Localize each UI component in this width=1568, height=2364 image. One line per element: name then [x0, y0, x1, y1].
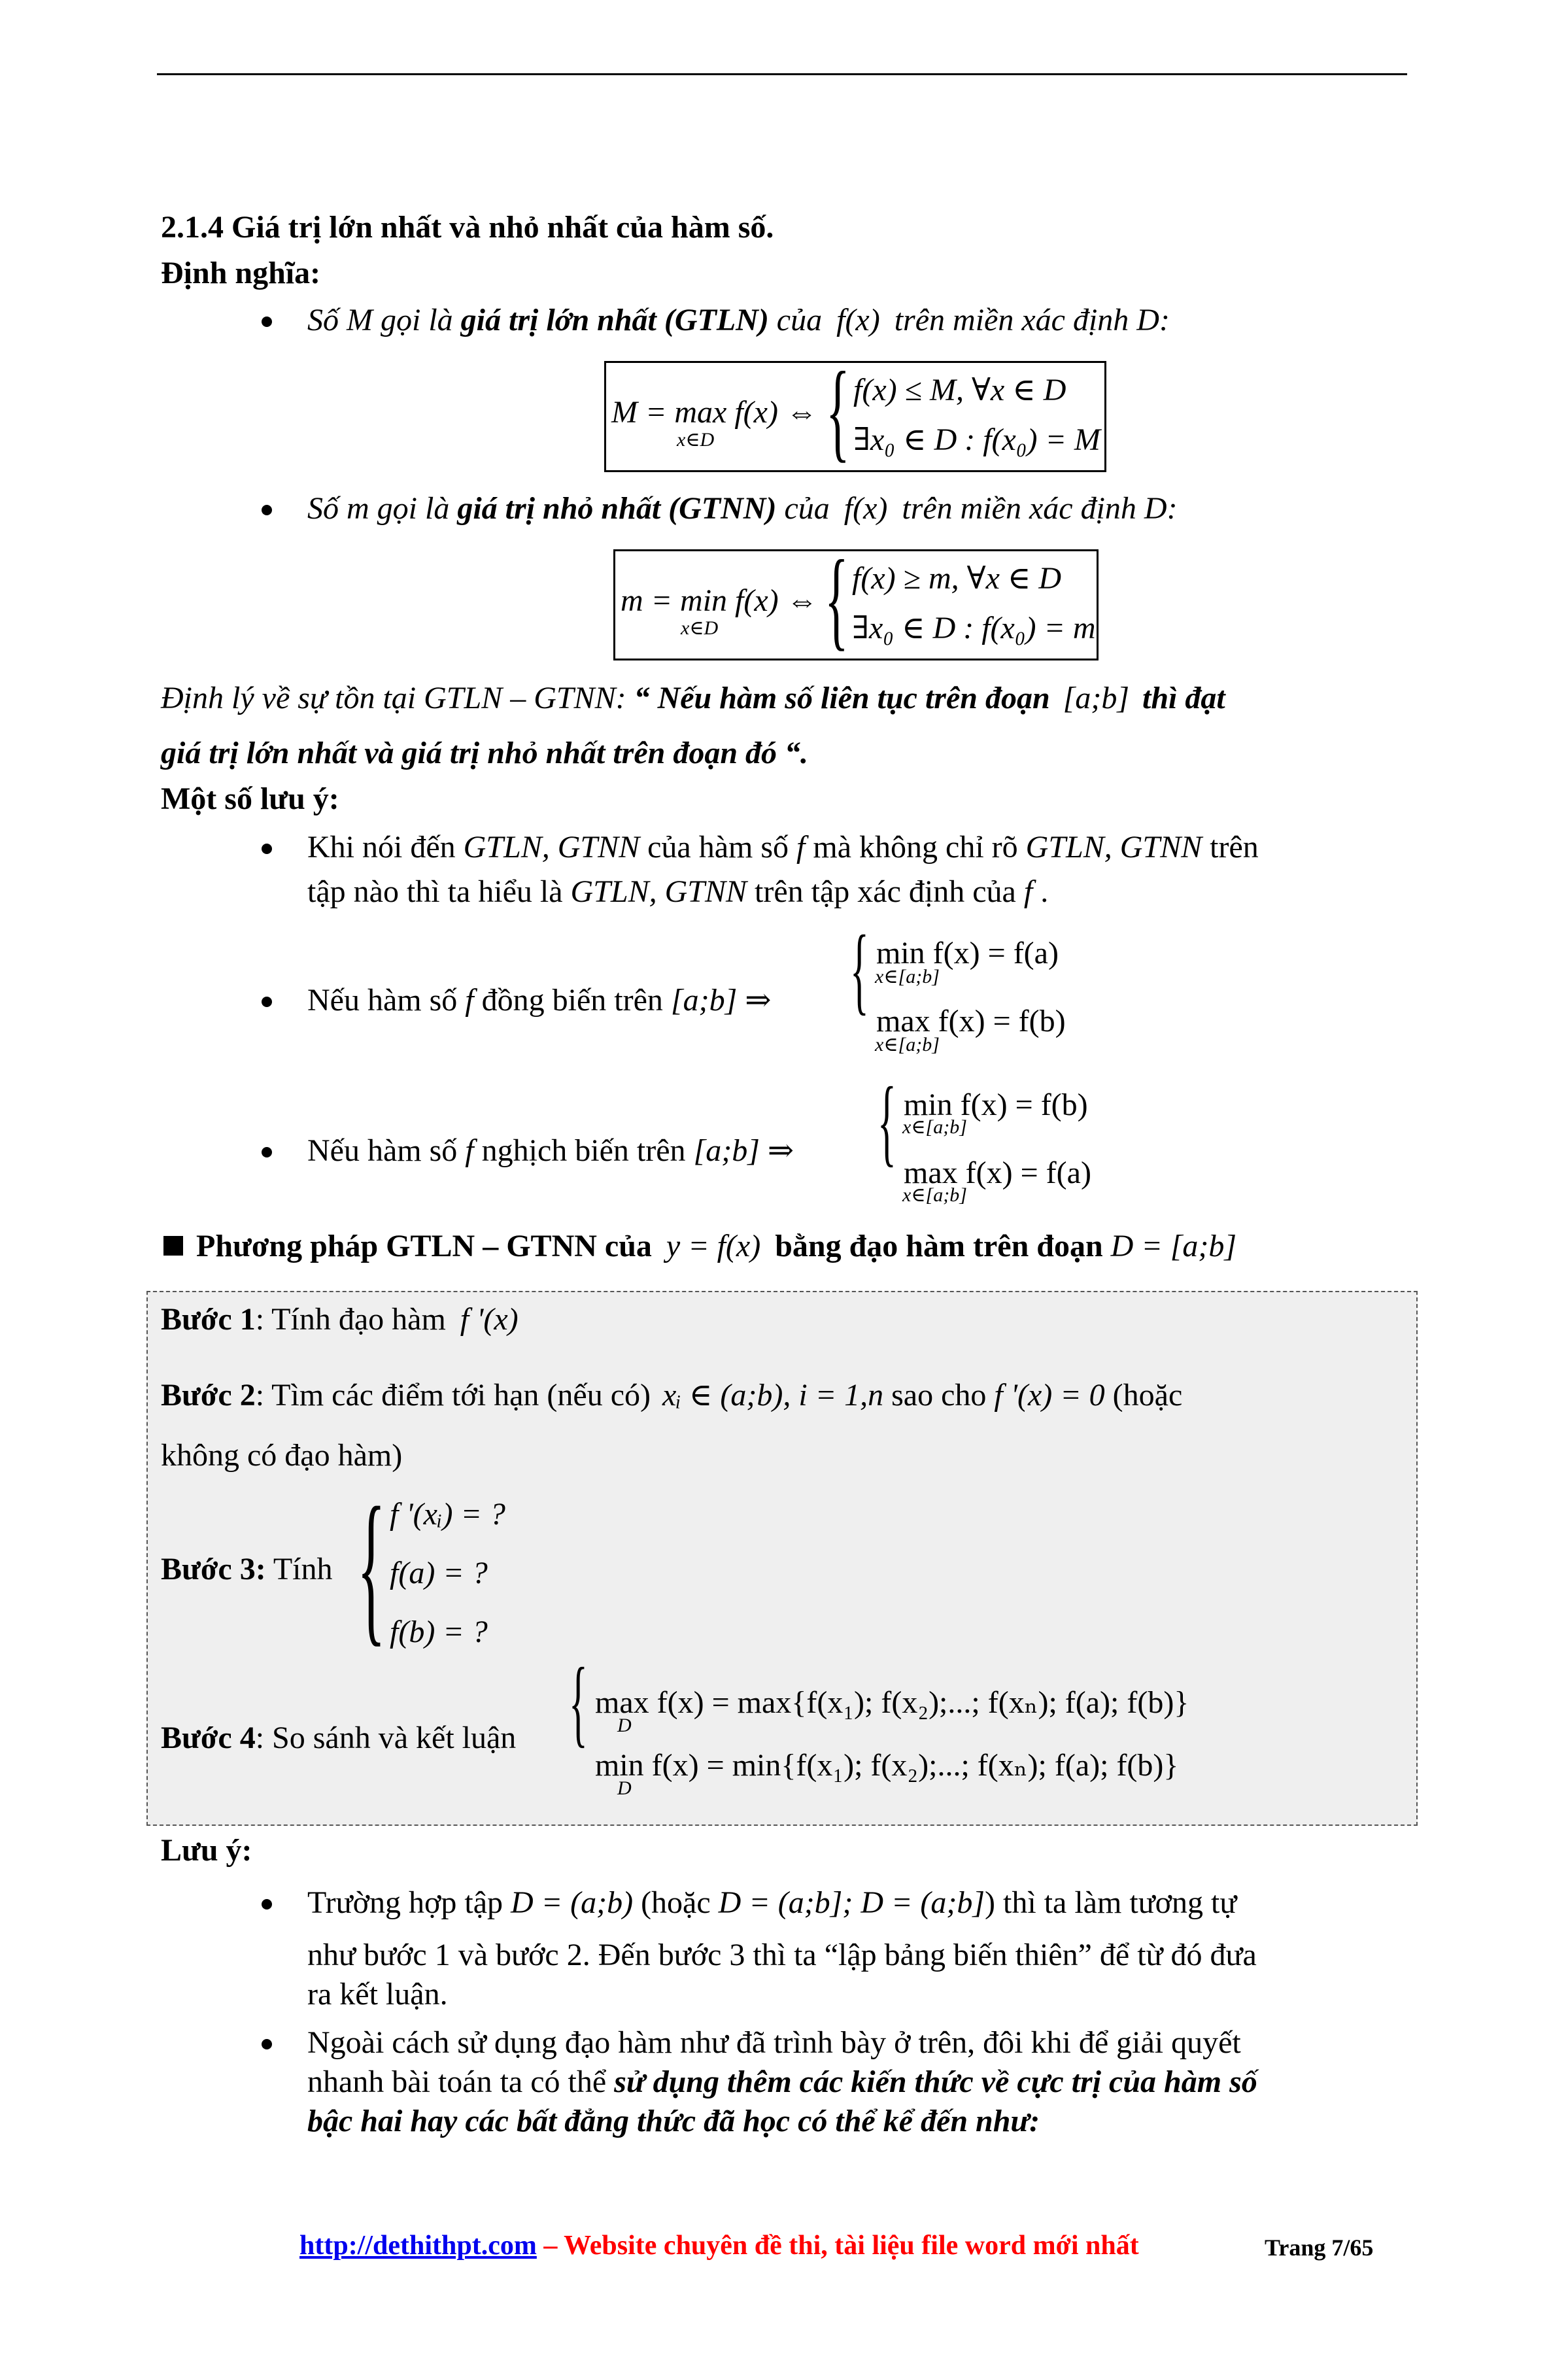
- note3-interval: [a;b] ⇒: [693, 1133, 794, 1168]
- section-title: 2.1.4 Giá trị lớn nhất và nhỏ nhất của hàm số.: [161, 210, 774, 245]
- step4-sub: D: [617, 1777, 632, 1799]
- max-def-suffix: trên miền xác định D:: [886, 303, 1170, 337]
- max-definition: [307, 301, 1170, 340]
- max-formula-lhs: M = max f(x) ⇔: [611, 395, 817, 430]
- max-formula-sub: x∈D: [677, 429, 715, 451]
- max-formula-brace: {: [826, 349, 850, 472]
- method-title-text: Phương pháp GTLN – GTNN của: [196, 1229, 660, 1263]
- note1-math: GTLN, GTNN: [1025, 830, 1202, 865]
- step4-text: : So sánh và kết luận: [255, 1721, 517, 1755]
- step1: [161, 1300, 519, 1339]
- note2-text: đồng biến trên: [473, 983, 671, 1018]
- theorem-line1: [161, 679, 1225, 718]
- note1-text: mà không chỉ rõ: [805, 830, 1026, 865]
- step4-min: min f(x) = min{f(x₁); f(x₂);...; f(xₙ); f(a); f(b)}: [595, 1748, 1179, 1783]
- theorem-line2: giá trị lớn nhất và giá trị nhỏ nhất trên đoạn đó “.: [161, 736, 809, 770]
- min-def-mid: của: [776, 491, 838, 526]
- min-def-bold: giá trị nhỏ nhất (GTNN): [457, 491, 777, 526]
- note1-math: GTLN, GTNN: [570, 874, 747, 909]
- min-formula-line2: ∃x₀ ∈ D : f(x₀) = m: [852, 611, 1096, 645]
- footer-text: – Website chuyên đề thi, tài liệu file word mới nhất: [536, 2231, 1139, 2261]
- note2-brace: {: [850, 916, 869, 1024]
- method-title: [196, 1227, 1236, 1266]
- step2-label: Bước 2: [161, 1378, 256, 1413]
- step3-text: Tính: [265, 1552, 333, 1586]
- step3-brace: {: [357, 1473, 386, 1661]
- remark1-text: ) thì ta làm tương tự: [985, 1885, 1237, 1920]
- note1-text: tập nào thì ta hiểu là: [307, 874, 571, 909]
- remark1-text: Trường hợp tập: [307, 1885, 511, 1920]
- max-def-fx: f(x): [836, 303, 880, 337]
- bullet: [262, 317, 272, 327]
- remark2-line2: [307, 2063, 1257, 2102]
- max-formula-line1: f(x) ≤ M, ∀x ∈ D: [853, 373, 1066, 407]
- step4: [161, 1719, 516, 1758]
- note1-text: Khi nói đến: [307, 830, 464, 865]
- max-def-bold: giá trị lớn nhất (GTLN): [460, 303, 769, 337]
- theorem-interval: [a;b]: [1063, 681, 1129, 715]
- min-formula-lhs: m = min f(x) ⇔: [621, 583, 818, 618]
- square-bullet-icon: [163, 1236, 183, 1256]
- note1-text: .: [1032, 874, 1049, 909]
- step2-text: (hoặc: [1104, 1378, 1183, 1413]
- step2-text: : Tìm các điểm tới hạn (nếu có): [255, 1378, 658, 1413]
- remarks-label: Lưu ý:: [161, 1833, 252, 1868]
- page-number: Trang 7/65: [1265, 2235, 1374, 2261]
- max-def-mid: của: [768, 303, 830, 337]
- bullet: [262, 1899, 272, 1910]
- header-rule: [157, 73, 1407, 75]
- theorem-prefix: Định lý về sự tồn tại GTLN – GTNN:: [161, 681, 634, 715]
- step4-label: Bước 4: [161, 1721, 256, 1755]
- step3-label: Bước 3:: [161, 1552, 266, 1586]
- step2-line2: không có đạo hàm): [161, 1438, 403, 1473]
- note3-min: min f(x) = f(b): [904, 1088, 1088, 1122]
- note1-line1: [307, 828, 1259, 867]
- note3-text: Nếu hàm số: [307, 1133, 466, 1168]
- remark2-bold: sử dụng thêm các kiến thức về cực trị của hàm số: [614, 2064, 1257, 2099]
- bullet: [262, 505, 272, 515]
- max-formula-line2: ∃x₀ ∈ D : f(x₀) = M: [853, 422, 1100, 457]
- step3: [161, 1550, 332, 1589]
- remark2-line1: Ngoài cách sử dụng đạo hàm như đã trình bày ở trên, đôi khi để giải quyết: [307, 2025, 1241, 2060]
- step2-eq: f '(x) = 0: [994, 1378, 1105, 1413]
- note2-min: min f(x) = f(a): [876, 936, 1059, 970]
- min-def-prefix: Số m gọi là: [307, 491, 458, 526]
- bullet: [262, 1147, 272, 1157]
- step2: [161, 1376, 1182, 1415]
- min-formula-brace: {: [825, 538, 849, 660]
- note1-math: f: [796, 830, 806, 865]
- note1-text: của hàm số: [639, 830, 797, 865]
- note3-sub: x∈[a;b]: [902, 1116, 967, 1138]
- step1-math: f '(x): [460, 1302, 519, 1337]
- note3-max: max f(x) = f(a): [904, 1156, 1091, 1190]
- remark2-text: nhanh bài toán ta có thể: [307, 2064, 615, 2099]
- note3-line: [307, 1131, 794, 1171]
- remark1-math: D = (a;b]; D = (a;b]: [718, 1885, 985, 1920]
- method-title-fx: y = f(x): [666, 1229, 761, 1263]
- min-def-fx: f(x): [844, 491, 888, 526]
- step3-line1: f '(xᵢ) = ?: [390, 1497, 505, 1532]
- note2-sub: x∈[a;b]: [875, 1034, 940, 1055]
- note2-interval: [a;b] ⇒: [670, 983, 772, 1018]
- min-formula-sub: x∈D: [681, 617, 719, 639]
- min-formula-box: [613, 538, 1099, 660]
- remark1-math: D = (a;b): [511, 1885, 634, 1920]
- step1-text: : Tính đạo hàm: [255, 1302, 454, 1337]
- note3-sub: x∈[a;b]: [902, 1184, 967, 1206]
- method-title-domain: D = [a;b]: [1110, 1229, 1237, 1263]
- note1-line2: [307, 872, 1048, 912]
- step2-math: xᵢ ∈ (a;b), i = 1,n: [662, 1378, 884, 1413]
- note2-line: [307, 981, 771, 1020]
- note3-brace: {: [878, 1067, 896, 1176]
- note3-math: f: [465, 1133, 474, 1168]
- remark2-line3: bậc hai hay các bất đẳng thức đã học có thể kể đến như:: [307, 2104, 1040, 2138]
- note2-text: Nếu hàm số: [307, 983, 466, 1018]
- note2-sub: x∈[a;b]: [875, 966, 940, 987]
- note1-math: f: [1023, 874, 1033, 909]
- method-title-text: bằng đạo hàm trên đoạn: [767, 1229, 1111, 1263]
- note1-text: trên tập xác định của: [747, 874, 1024, 909]
- remark1-text: (hoặc: [633, 1885, 719, 1920]
- min-definition: [307, 489, 1178, 528]
- theorem-bold2: thì đạt: [1134, 681, 1225, 715]
- min-def-suffix: trên miền xác định D:: [894, 491, 1178, 526]
- step4-sub: D: [617, 1715, 632, 1736]
- notes-label: Một số lưu ý:: [161, 781, 339, 816]
- footer: [299, 2229, 1139, 2263]
- step4-brace: {: [569, 1648, 588, 1756]
- step4-max: max f(x) = max{f(x₁); f(x₂);...; f(xₙ); f(a); f(b)}: [595, 1685, 1189, 1720]
- max-formula-box: [604, 349, 1106, 472]
- bullet: [262, 997, 272, 1007]
- definition-label: Định nghĩa:: [161, 256, 321, 290]
- bullet: [262, 2039, 272, 2049]
- step3-line3: f(b) = ?: [390, 1615, 488, 1649]
- note2-math: f: [465, 983, 474, 1018]
- note3-text: nghịch biến trên: [473, 1133, 694, 1168]
- min-formula-line1: f(x) ≥ m, ∀x ∈ D: [852, 561, 1062, 596]
- step2-text: sao cho: [883, 1378, 995, 1413]
- remark1-line3: ra kết luận.: [307, 1977, 448, 2012]
- theorem-bold1: “ Nếu hàm số liên tục trên đoạn: [634, 681, 1058, 715]
- note1-math: GTLN, GTNN: [463, 830, 640, 865]
- max-def-prefix: Số M gọi là: [307, 303, 461, 337]
- remark1-line1: [307, 1883, 1236, 1923]
- step1-label: Bước 1: [161, 1302, 256, 1337]
- step3-line2: f(a) = ?: [390, 1556, 488, 1590]
- remark1-line2: như bước 1 và bước 2. Đến bước 3 thì ta “lập bảng biến thiên” để từ đó đưa: [307, 1938, 1257, 1972]
- footer-link[interactable]: http://dethithpt.com: [299, 2231, 537, 2261]
- bullet: [262, 844, 272, 854]
- note1-text: trên: [1202, 830, 1259, 865]
- note2-max: max f(x) = f(b): [876, 1004, 1066, 1038]
